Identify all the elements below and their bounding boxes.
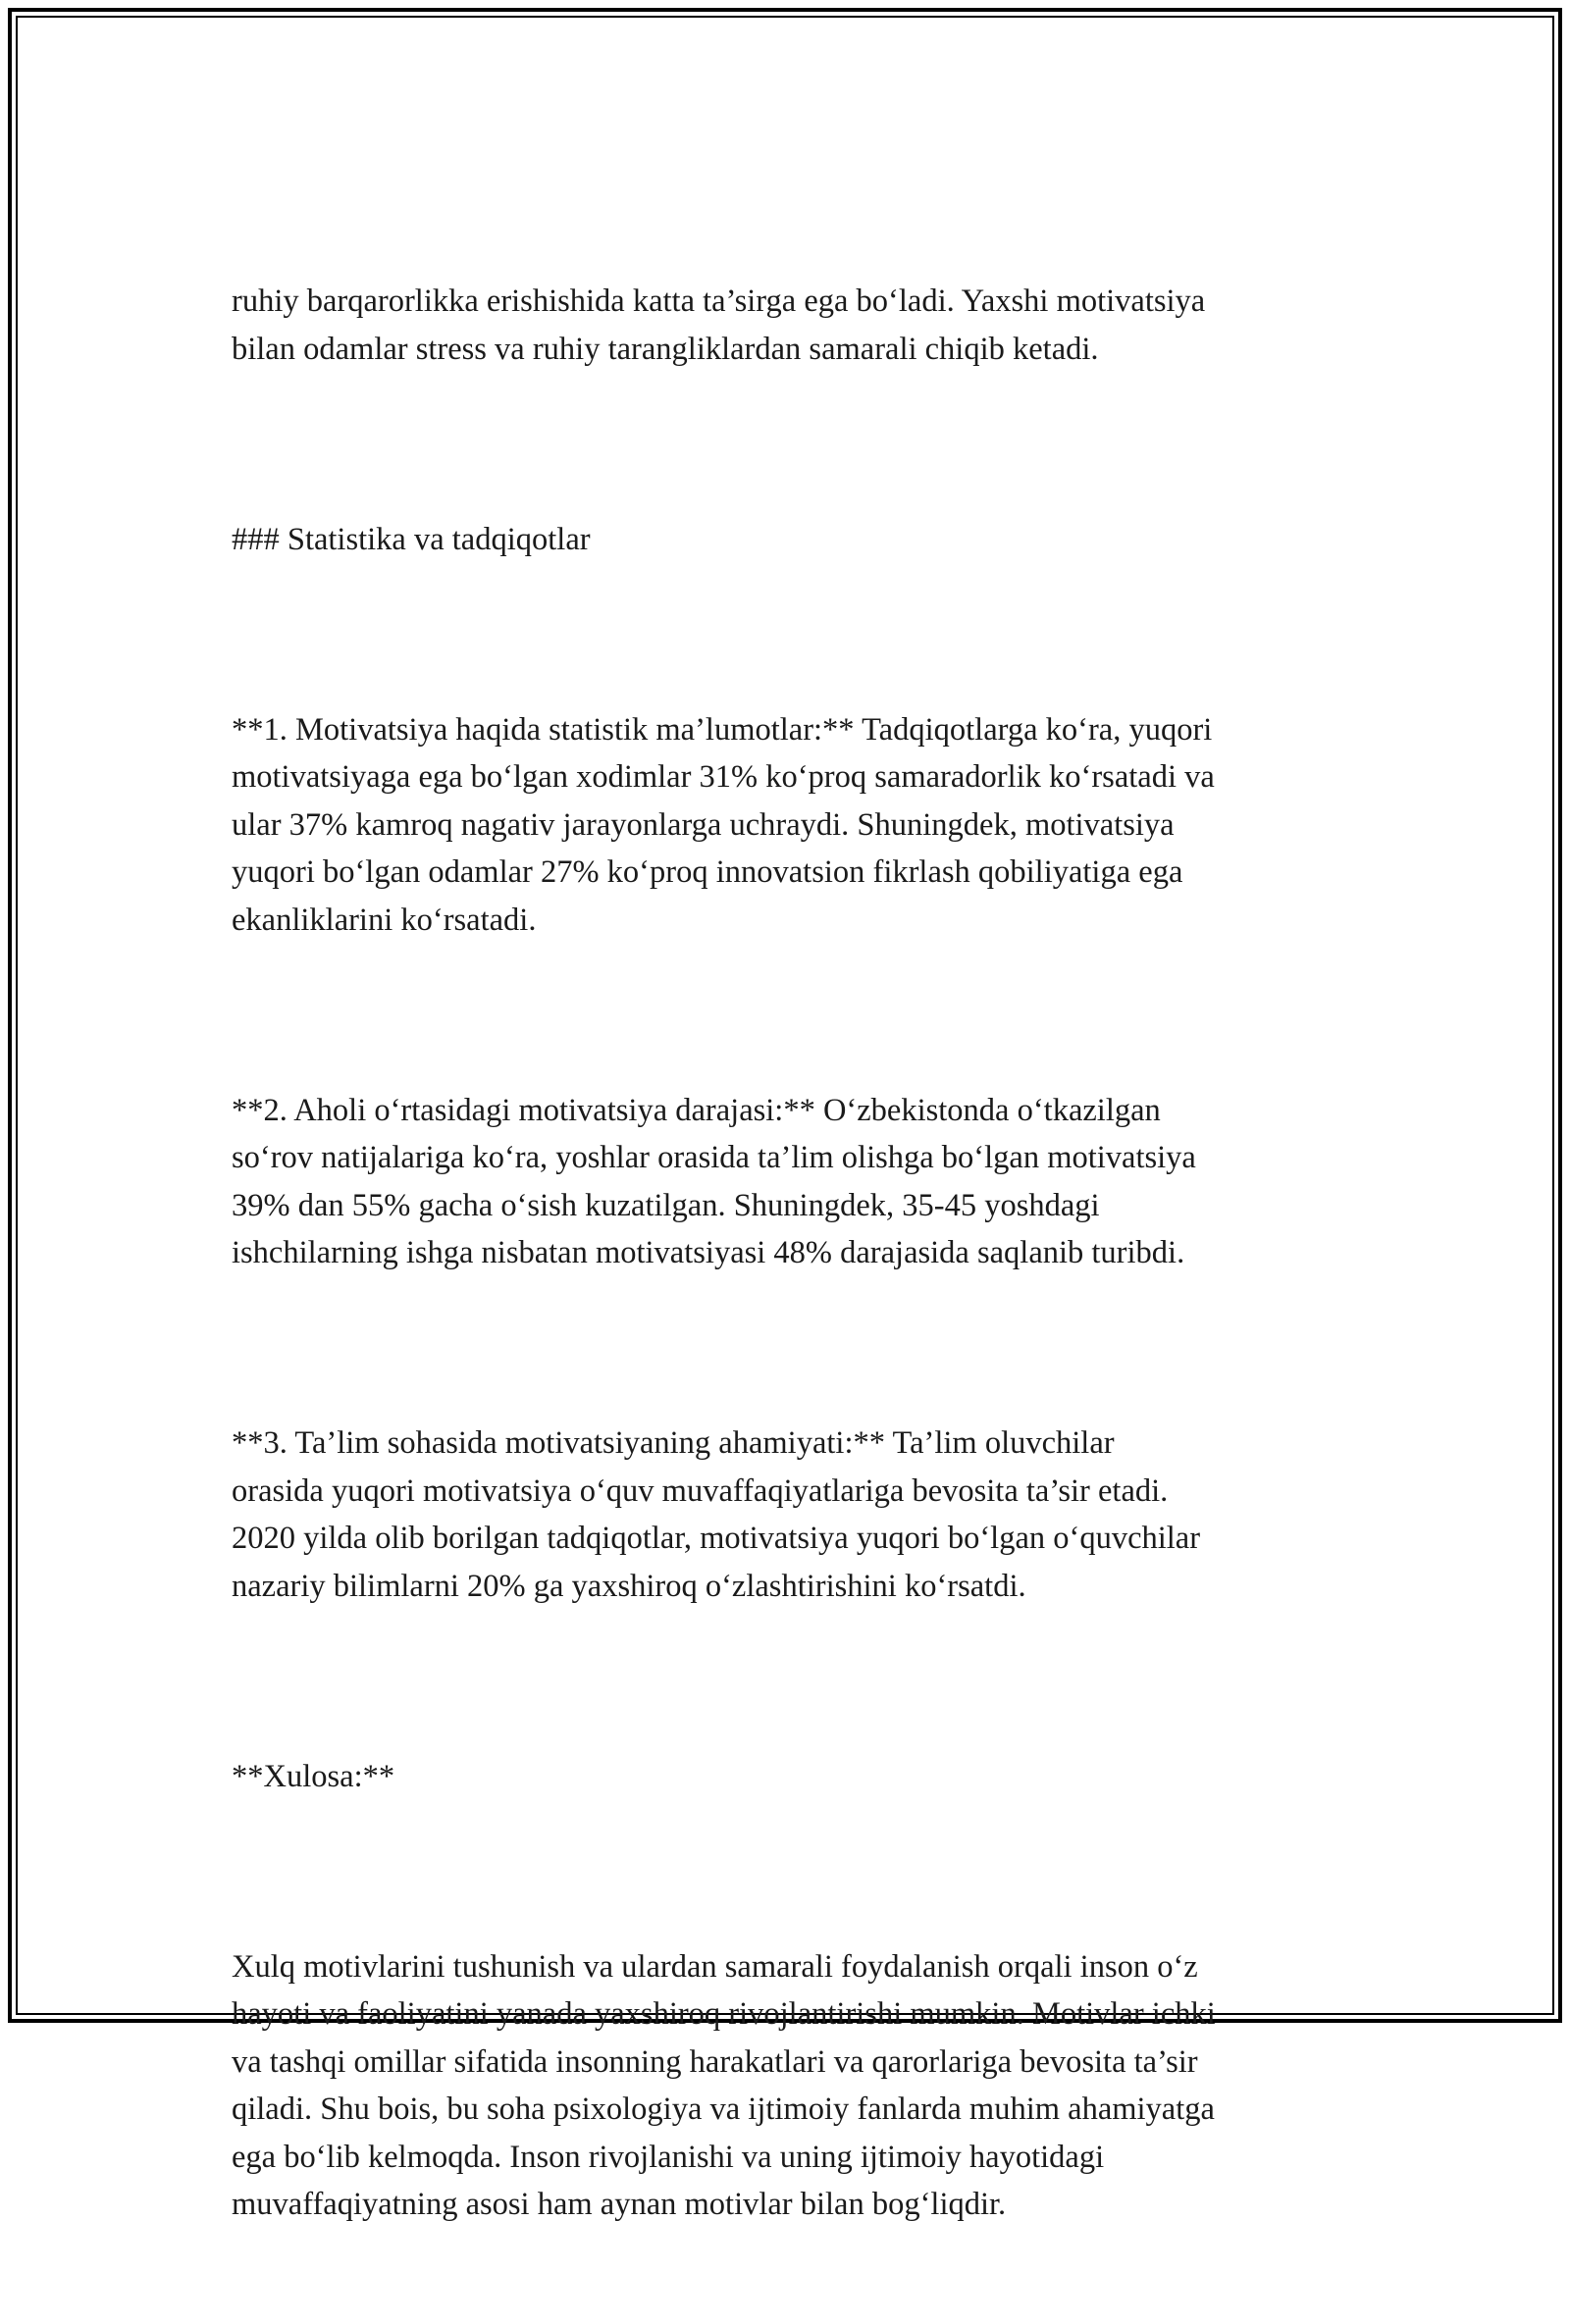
paragraph-intro-continuation: ruhiy barqarorlikka erishishida katta ta’sirga ega bo‘ladi. Yaxshi motivatsiya bilan odamlar stress va ruhiy tarangliklardan samarali chiqib ketadi. xyxy=(232,284,1206,367)
paragraph-statistics-1: **1. Motivatsiya haqida statistik ma’lumotlar:** Tadqiqotlarga ko‘ra, yuqori motivatsiyaga ega bo‘lgan xodimlar 31% ko‘proq samaradorlik ko‘rsatadi va ular 37% kamroq nagativ jarayonlarga uchraydi. Shuningdek, motivatsiya yuqori bo‘lgan odamlar 27% ko‘proq innovatsion fikrlash qobiliyatiga ega ekanliklarini ko‘rsatadi. xyxy=(232,711,1215,938)
conclusion-heading: **Xulosa:** xyxy=(232,1758,395,1794)
paragraph-statistics-2: **2. Aholi o‘rtasidagi motivatsiya darajasi:** O‘zbekistonda o‘tkazilgan so‘rov natijalariga ko‘ra, yoshlar orasida ta’lim olishga bo‘lgan motivatsiya 39% dan 55% gacha o‘sish kuzatilgan. Shuningdek, 35-45 yoshdagi ishchilarning ishga nisbatan motivatsiyasi 48% darajasida saqlanib turibdi. xyxy=(232,1092,1196,1270)
paragraph-conclusion: Xulq motivlarini tushunish va ulardan samarali foydalanish orqali inson o‘z hayoti va faoliyatini yanada yaxshiroq rivojlantirishi mumkin. Motivlar ichki va tashqi omillar sifatida insonning harakatlari va qarorlariga bevosita ta’sir qiladi. Shu bois, bu soha psixologiya va ijtimoiy fanlarda muhim ahamiyatga ega bo‘lib kelmoqda. Inson rivojlanishi va uning ijtimoiy hayotidagi muvaffaqiyatning asosi ham aynan motivlar bilan bog‘liqdir. xyxy=(232,1948,1216,2222)
paragraph-statistics-3: **3. Ta’lim sohasida motivatsiyaning ahamiyati:** Ta’lim oluvchilar orasida yuqori motivatsiya o‘quv muvaffaqiyatlariga bevosita ta’sir etadi. 2020 yilda olib borilgan tadqiqotlar, motivatsiya yuqori bo‘lgan o‘quvchilar nazariy bilimlarni 20% ga yaxshiroq o‘zlashtirishini ko‘rsatdi. xyxy=(232,1425,1201,1604)
section-heading-statistics: ### Statistika va tadqiqotlar xyxy=(232,521,591,557)
document-body xyxy=(232,182,1350,2324)
